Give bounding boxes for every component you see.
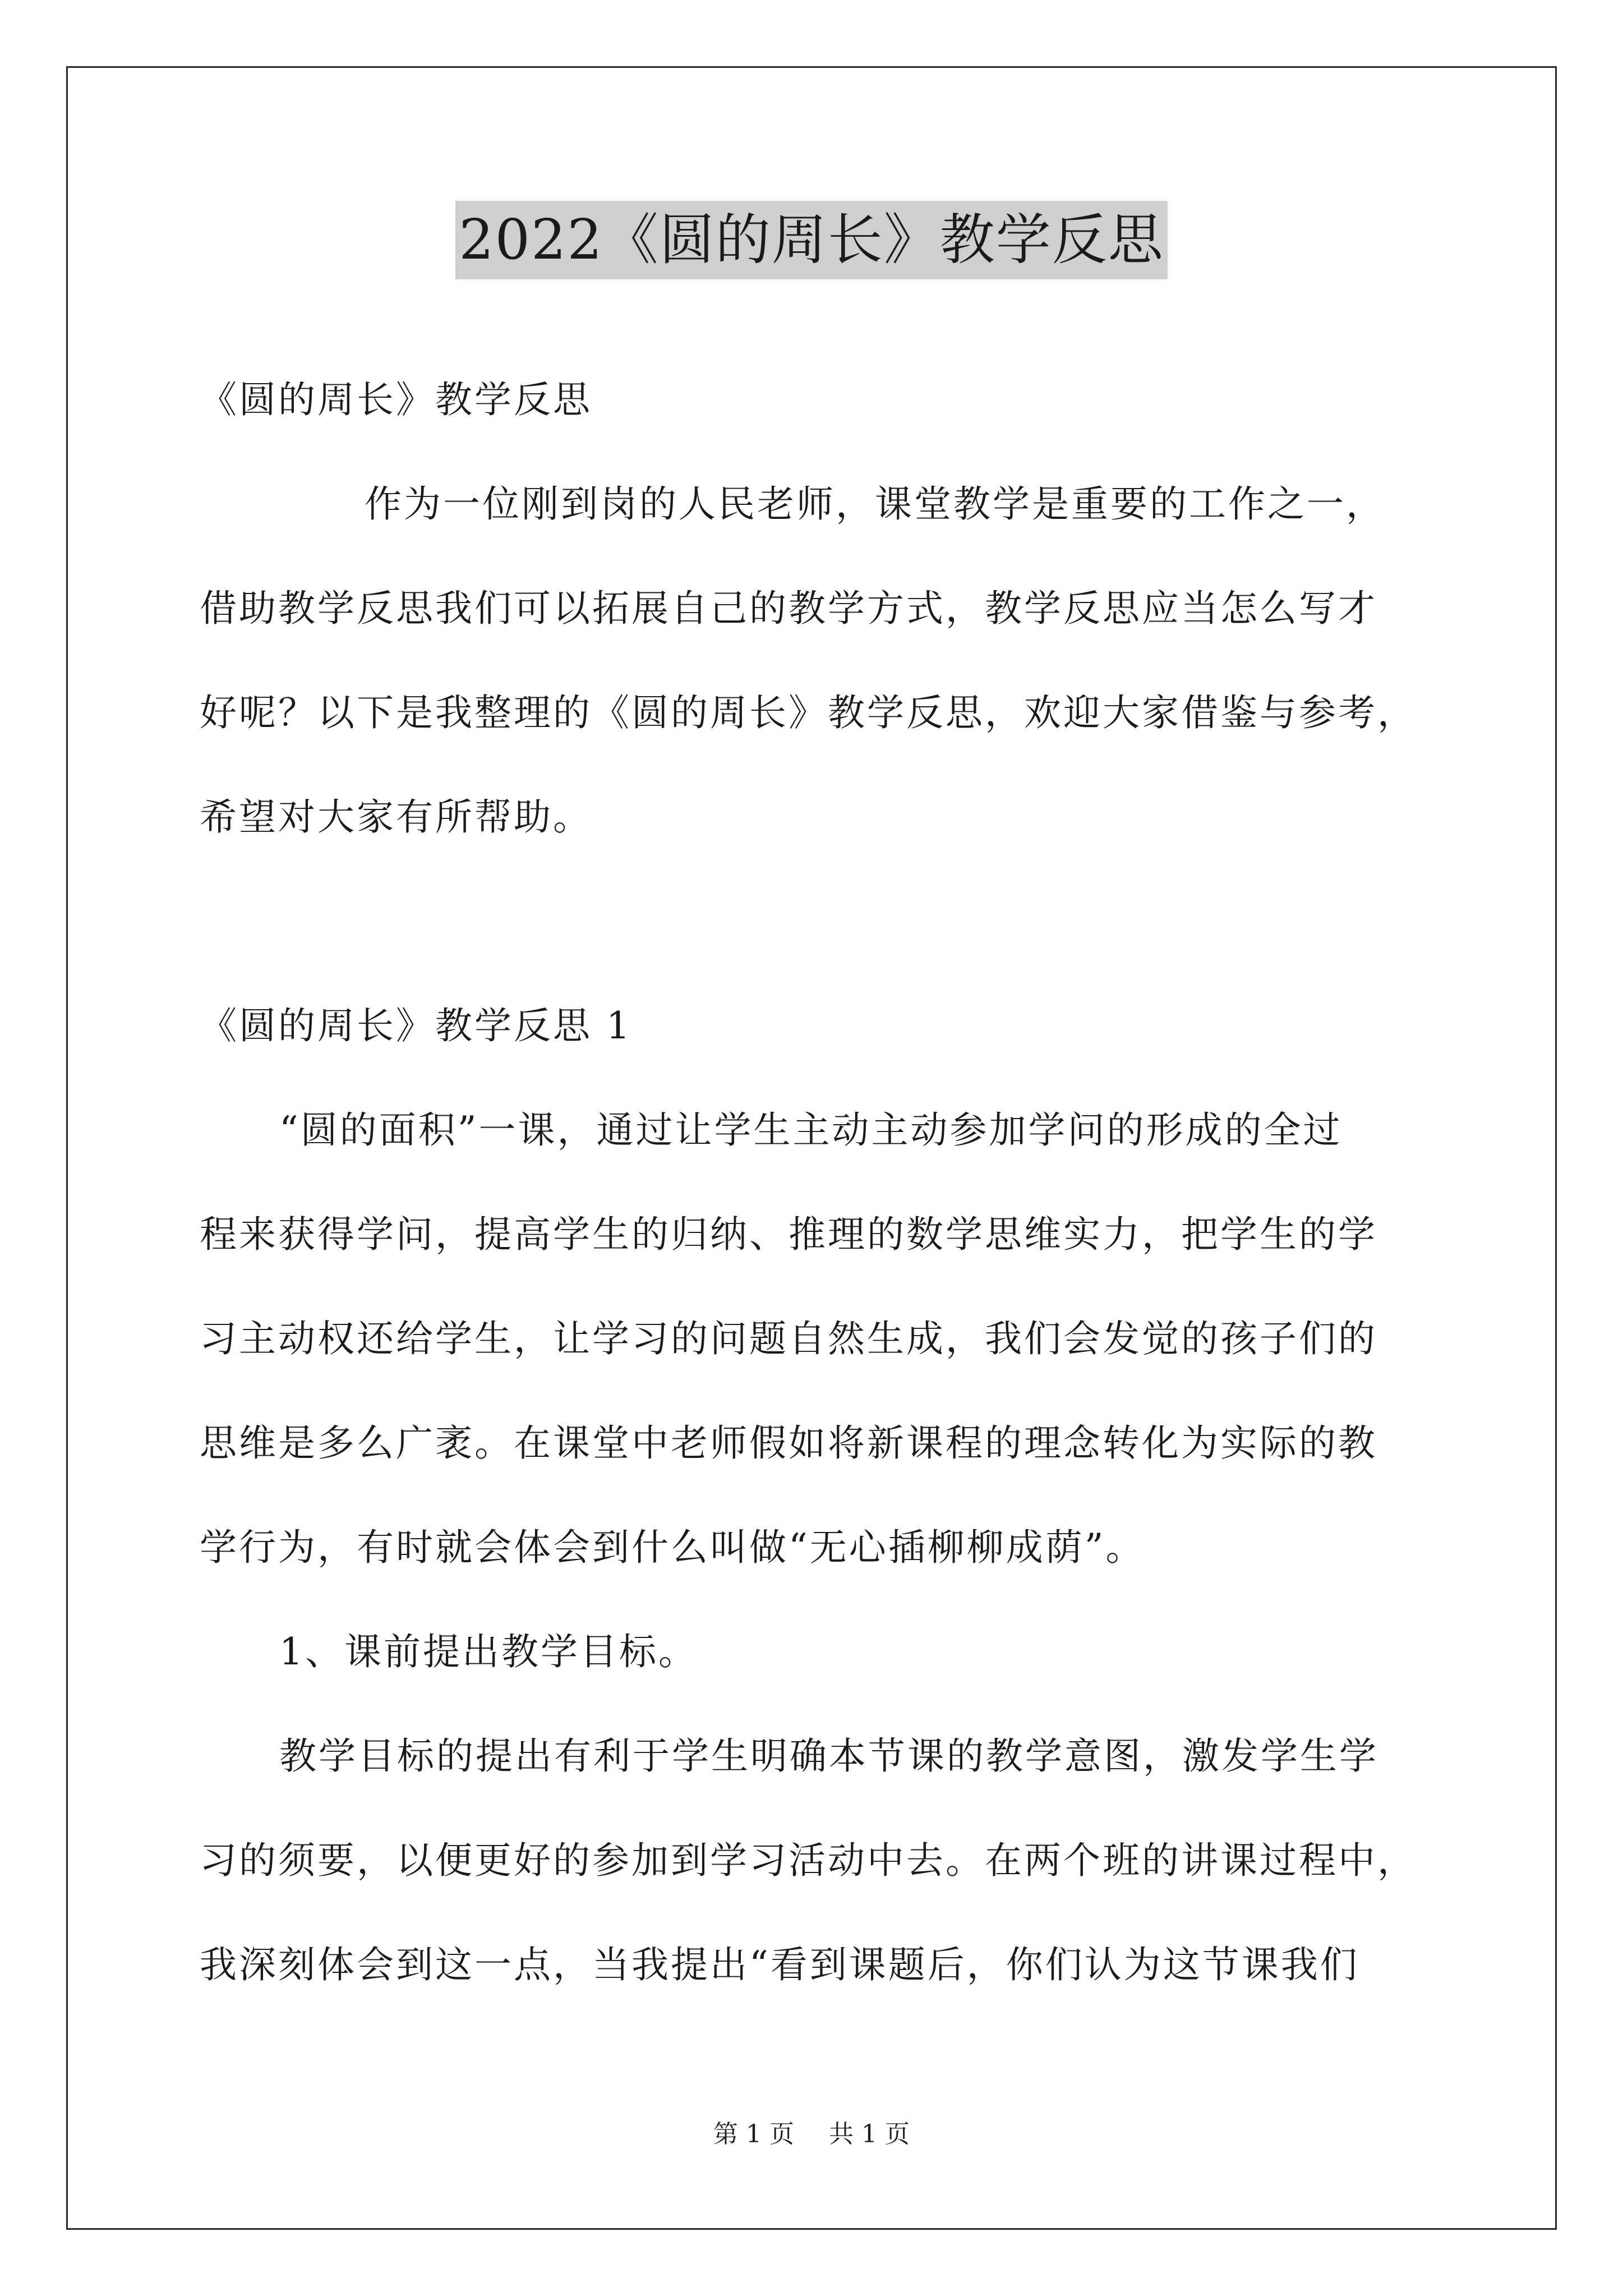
para1-line: 程来获得学问，提高学生的归纳、推理的数学思维实力，把学生的学 xyxy=(200,1213,1377,1256)
intro-line: 作为一位刚到岗的人民老师，课堂教学是重要的工作之一， xyxy=(365,482,1385,526)
para1-line: “圆的面积”一课，通过让学生主动主动参加学问的形成的全过 xyxy=(279,1108,1343,1152)
para1-line: 学行为，有时就会体会到什么叫做“无心插柳柳成荫”。 xyxy=(200,1526,1145,1569)
para2-line: 我深刻体会到这一点，当我提出“看到课题后，你们认为这节课我们 xyxy=(200,1943,1359,1986)
page-number: 第 1 页 xyxy=(713,2120,794,2148)
document-title: 2022《圆的周长》教学反思 xyxy=(455,201,1167,279)
intro-line: 借助教学反思我们可以拓展自己的教学方式，教学反思应当怎么写才 xyxy=(200,587,1377,630)
intro-line: 希望对大家有所帮助。 xyxy=(200,795,592,839)
point1-heading: 1、课前提出教学目标。 xyxy=(279,1630,698,1673)
title-container xyxy=(0,201,1623,279)
para1-line: 习主动权还给学生，让学习的问题自然生成，我们会发觉的孩子们的 xyxy=(200,1317,1377,1360)
page-total: 共 1 页 xyxy=(829,2120,910,2148)
intro-heading: 《圆的周长》教学反思 xyxy=(200,378,592,421)
section1-heading: 《圆的周长》教学反思 1 xyxy=(200,1004,632,1047)
intro-line: 好呢？以下是我整理的《圆的周长》教学反思，欢迎大家借鉴与参考， xyxy=(200,691,1417,734)
para2-line: 习的须要，以便更好的参加到学习活动中去。在两个班的讲课过程中， xyxy=(200,1839,1417,1882)
para1-line: 思维是多么广袤。在课堂中老师假如将新课程的理念转化为实际的教 xyxy=(200,1421,1377,1465)
page-footer xyxy=(0,2118,1623,2151)
para2-line: 教学目标的提出有利于学生明确本节课的教学意图，激发学生学 xyxy=(279,1734,1378,1778)
document-body xyxy=(200,348,1456,2017)
section-spacer xyxy=(200,869,1456,974)
